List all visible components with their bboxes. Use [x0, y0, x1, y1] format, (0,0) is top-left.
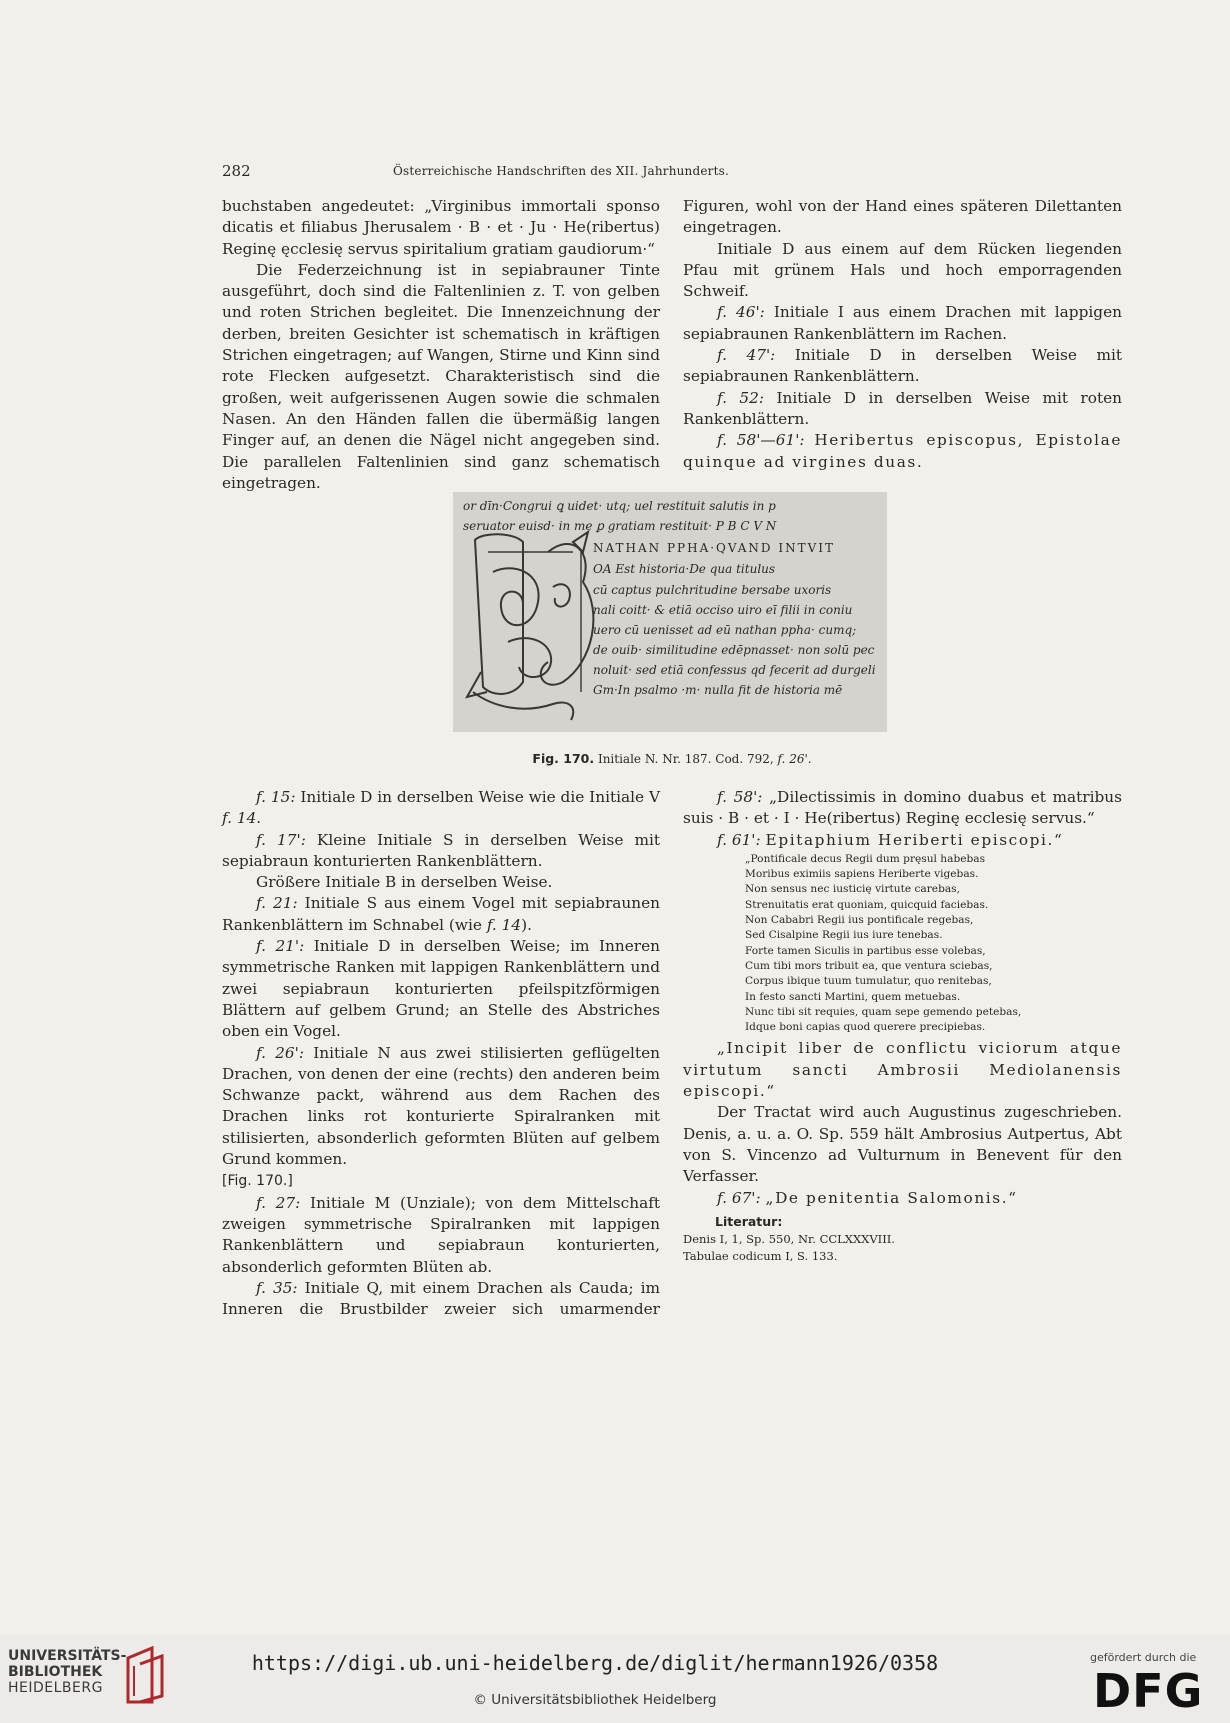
paragraph: f. 52: Initiale D in derselben Weise mit roten Rankenblättern.: [683, 388, 1122, 428]
paragraph: f. 61': Epitaphium Heriberti episcopi.“: [717, 830, 1064, 849]
folio-ref: f. 46':: [717, 303, 765, 322]
folio-ref: f. 58'—61':: [717, 431, 805, 450]
caption-text: Initiale N. Nr. 187. Cod. 792,: [597, 752, 774, 766]
literature-entry: Tabulae codicum I, S. 133.: [683, 1248, 838, 1263]
poem-line: Nunc tibi sit requies, quam sepe gemendo petebas,: [745, 1005, 1022, 1018]
figure-reference: [Fig. 170.]: [222, 1173, 293, 1190]
paragraph: f. 46': Initiale I aus einem Drachen mit lappigen sepiabraunen Rankenblättern im Rachen.: [683, 303, 1122, 343]
right-column-top: [683, 196, 1122, 473]
paragraph: f. 17': Kleine Initiale S in derselben Weise mit sepiabraun konturierten Rankenblättern.: [222, 830, 660, 870]
svg-text:NATHAN PPHA·QVAND INTVIT: NATHAN PPHA·QVAND INTVIT: [593, 541, 835, 555]
poem-line: Non Cababri Regii ius pontificale regebas,: [745, 914, 974, 927]
literature-entry: Denis I, 1, Sp. 550, Nr. CCLXXXVIII.: [683, 1231, 895, 1246]
manuscript-image: [453, 492, 887, 732]
page-number: 282: [222, 162, 251, 180]
ub-heidelberg-logo[interactable]: UNIVERSITÄTS- BIBLIOTHEK HEIDELBERG: [8, 1648, 127, 1696]
paragraph: Die Federzeichnung ist in sepiabrauner Tinte ausgeführt, doch sind die Faltenlinien z. T. von gelben und roten Strichen begleitet. Die Innenzeichnung der derben, breiten Gesichter ist schematisch in kräftigen Strichen eingetragen; auf Wangen, Stirne und Kinn sind rote Flecken aufgesetzt. Charakteristisch sind die großen, weit aufgerissenen Augen sowie die schmalen Nasen. An den Händen fallen die übermäßig langen Finger auf, an denen die Nägel nicht angegeben sind. Die parallelen Faltenlinien sind ganz schematisch eingetragen.: [222, 260, 660, 492]
paragraph: buchstaben angedeutet: „Virginibus immortali sponso dicatis et filiabus Jherusalem · B · et · Ju · He(ribertus) Reginę ęcclesię servus spiritalium gratiam gaudiorum·“: [222, 197, 660, 258]
funder-label: gefördert durch die: [1090, 1651, 1197, 1664]
ub-logo-icon: [122, 1644, 172, 1706]
poem-line: Cum tibi mors tribuit ea, que ventura sciebas,: [745, 959, 993, 972]
svg-text:seruator euisd· in me ꝑ gratia: seruator euisd· in me ꝑ gratiam restituit· P B C V N: [463, 519, 777, 533]
paragraph: f. 47': Initiale D in derselben Weise mit sepiabraunen Rankenblättern.: [683, 346, 1122, 386]
paragraph: Initiale D aus einem auf dem Rücken liegenden Pfau mit grünem Hals und hoch emporragenden Schweif.: [683, 239, 1122, 301]
svg-text:or dīn·Congrui ꝗ uidet· utq; u: or dīn·Congrui ꝗ uidet· utq; uel restituit salutis in p: [463, 499, 776, 513]
paragraph: f. 67': „De penitentia Salomonis.“: [717, 1188, 1018, 1207]
poem-line: Non sensus nec iusticię virtute carebas,: [745, 883, 960, 896]
epitaph-poem: [683, 852, 1122, 1036]
caption-folio: f. 26'.: [777, 752, 812, 766]
left-column-top: [222, 196, 660, 494]
running-title: Österreichische Handschriften des XII. Jahrhunderts.: [393, 164, 729, 178]
manuscript-figure: [453, 492, 887, 732]
dfg-logo[interactable]: DFG: [1093, 1664, 1204, 1718]
permalink-url[interactable]: https://digi.ub.uni-heidelberg.de/diglit/hermann1926/0358: [251, 1651, 939, 1675]
paragraph: f. 21: Initiale S aus einem Vogel mit sepiabraunen Rankenblättern im Schnabel (wie f. 14).: [222, 894, 660, 934]
paragraph: f. 58': „Dilectissimis in domino duabus et matribus suis · B · et · I · He(ribertus) Reginę ecclesię servus.“: [683, 788, 1122, 828]
copyright-notice: © Universitätsbibliothek Heidelberg: [473, 1692, 717, 1708]
poem-line: Strenuitatis erat quoniam, quicquid faciebas.: [745, 898, 989, 911]
right-column-bottom: [683, 787, 1122, 1265]
paragraph: Der Tractat wird auch Augustinus zugeschrieben. Denis, a. u. a. O. Sp. 559 hält Ambrosius Autpertus, Abt von S. Vincenzo ad Vulturnum in Benevent für den Verfasser.: [683, 1103, 1122, 1186]
paragraph: f. 21': Initiale D in derselben Weise; im Inneren symmetrische Ranken mit lappigen Rankenblättern und zwei sepiabraun konturierten pfeilspitzförmigen Blättern auf gelbem Grund; an Stelle des Abstriches oben ein Vogel.: [222, 937, 660, 1041]
figure-caption: [222, 751, 1122, 766]
paragraph: Figuren, wohl von der Hand eines späteren Dilettanten eingetragen.: [683, 197, 1122, 237]
svg-text:Gm·In psalmo ·m· nulla fit de: Gm·In psalmo ·m· nulla fit de historia mē: [593, 683, 843, 697]
poem-line: Idque boni capias quod querere precipiebas.: [745, 1021, 986, 1034]
svg-text:noluit· sed etiā confessus qd: noluit· sed etiā confessus qd fecerit ad durgeli: [593, 663, 876, 677]
poem-line: „Pontificale decus Regii dum pręsul habebas: [745, 852, 986, 865]
paragraph: f. 58'—61': Heribertus episcopus, Epistolae quinque ad virgines duas.: [683, 431, 1122, 471]
poem-line: Sed Cisalpine Regii ius iure tenebas.: [745, 929, 943, 942]
paragraph: „Incipit liber de conflictu viciorum atque virtutum sancti Ambrosii Mediolanensis episcopi.“: [683, 1039, 1122, 1101]
poem-line: Corpus ibique tuum tumulatur, quo renitebas,: [745, 975, 992, 988]
svg-text:cū captus pulchritudine bersab: cū captus pulchritudine bersabe uxoris: [593, 583, 832, 597]
folio-ref: f. 52:: [717, 388, 765, 407]
figure-label: Fig. 170.: [532, 751, 595, 766]
poem-line: Forte tamen Siculis in partibus esse volebas,: [745, 944, 986, 957]
folio-ref: f. 47':: [717, 346, 776, 365]
viewer-footer: [0, 1635, 1230, 1723]
paragraph: Größere Initiale B in derselben Weise.: [256, 873, 553, 892]
svg-text:de ouib· similitudine edēpnass: de ouib· similitudine edēpnasset· non solū pec: [593, 643, 875, 657]
paragraph: f. 35: Initiale Q, mit einem Drachen als Cauda; im Inneren die Brustbilder zweier sich umarmender: [222, 1278, 660, 1319]
poem-line: Moribus eximiis sapiens Heriberte vigebas.: [745, 868, 979, 881]
poem-line: In festo sancti Martini, quem metuebas.: [745, 990, 961, 1003]
paragraph: f. 26': Initiale N aus zwei stilisierten geflügelten Drachen, von denen der eine (rechts) den anderen beim Schwanze packt, während aus dem Rachen des Drachen links rot konturierte Spiralranken mit stilisierten, absonderlich geformten Blüten auf gelbem Grund kommen. [Fig. 170.]: [222, 1043, 660, 1190]
literature-heading: Literatur:: [715, 1213, 783, 1229]
paragraph: f. 27: Initiale M (Unziale); von dem Mittelschaft zweigen symmetrische Spiralranken mit lappigen Rankenblättern und sepiabraun konturierten, absonderlich geformten Blüten ab.: [222, 1193, 660, 1276]
running-head: [222, 162, 826, 184]
left-column-bottom: [222, 787, 660, 1320]
svg-text:nali coitt· & etiā occiso uiro: nali coitt· & etiā occiso uiro eī filii in coniu: [593, 603, 853, 617]
svg-text:uero cū uenisset ad eū nathan: uero cū uenisset ad eū nathan ppha· cumq;: [593, 623, 857, 637]
paragraph: f. 15: Initiale D in derselben Weise wie die Initiale V f. 14.: [222, 788, 660, 828]
svg-text:OA Est historia·De qua titulus: OA Est historia·De qua titulus: [593, 562, 776, 576]
